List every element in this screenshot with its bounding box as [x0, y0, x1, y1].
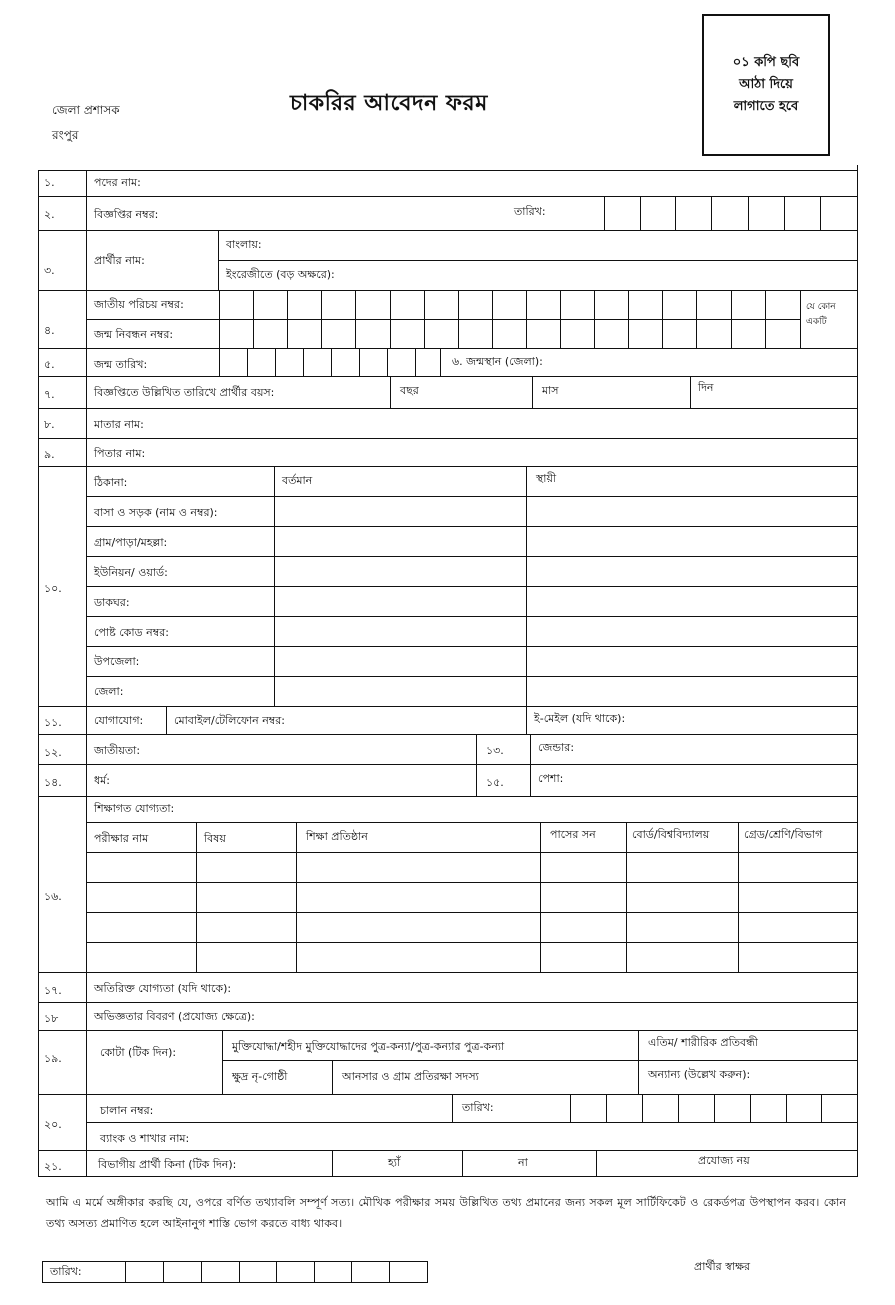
office-title: জেলা প্রশাসক: [52, 103, 120, 117]
experience-label: অভিজ্ঞতার বিবরণ (প্রযোজ্য ক্ষেত্রে):: [94, 1010, 255, 1023]
birth-reg-boxes[interactable]: [220, 321, 798, 347]
row-14-number: ১৪.: [44, 776, 62, 789]
row-3-number: ৩.: [44, 264, 55, 277]
edu-col-exam: পরীক্ষার নাম: [94, 832, 149, 845]
age-year-label: বছর: [400, 384, 419, 397]
applicant-name-label: প্রার্থীর নাম:: [94, 254, 145, 267]
religion-label: ধর্ম:: [94, 774, 110, 787]
challan-number-field[interactable]: [180, 1096, 450, 1120]
row-15-number: ১৫.: [486, 776, 504, 789]
row-18-number: ১৮: [44, 1012, 59, 1025]
present-address-field[interactable]: [276, 498, 524, 704]
address-line-union: ইউনিয়ন/ ওয়ার্ড:: [94, 566, 168, 579]
row-12-number: ১২.: [44, 746, 62, 759]
row-13-number: ১৩.: [486, 744, 504, 757]
edu-col-grade: গ্রেড/শ্রেণি/বিভাগ: [744, 828, 823, 841]
row-10-number: ১০.: [44, 582, 62, 595]
quota-orphan-disabled[interactable]: এতিম/ শারীরিক প্রতিবন্ধী: [648, 1036, 758, 1049]
additional-qualification-label: অতিরিক্ত যোগ্যতা (যদি থাকে):: [94, 982, 232, 995]
age-day-field[interactable]: [720, 378, 856, 406]
name-bangla-field[interactable]: [290, 232, 856, 258]
row-1-number: ১.: [44, 176, 55, 189]
challan-number-label: চালান নম্বর:: [100, 1104, 154, 1117]
declaration-text: আমি এ মর্মে অঙ্গীকার করছি যে, ওপরে বর্ণিত তথ্যাবলি সম্পূর্ণ সত্য। মৌখিক পরীক্ষার সময় উল্লিখিত তথ্য প্রমানের জন্য সকল মূল সার্টিফিকেট ও রেকর্ডপত্র উপস্থাপন করব। কোন তথ্য অসত্য প্রমাণিত হলে আইনানুগ শাস্তি ভোগ করতে বাধ্য থাকব।: [46, 1196, 846, 1230]
address-line-postcode: পোষ্ট কোড নম্বর:: [94, 626, 169, 639]
experience-field[interactable]: [300, 1004, 856, 1028]
row-11-number: ১১.: [44, 716, 62, 729]
quota-ansar-vdp[interactable]: আনসার ও গ্রাম প্রতিরক্ষা সদস্য: [342, 1070, 479, 1083]
name-english-label: ইংরেজীতে (বড় অক্ষরে):: [226, 268, 335, 281]
circular-date-boxes[interactable]: [605, 197, 856, 229]
name-english-field[interactable]: [380, 262, 856, 288]
either-one-note-1: যে কোন: [806, 302, 836, 312]
birth-reg-label: জন্ম নিবন্ধন নম্বর:: [94, 328, 174, 341]
education-table-body[interactable]: [88, 854, 856, 970]
nid-boxes[interactable]: [220, 292, 798, 318]
row-19-number: ১৯.: [44, 1052, 62, 1065]
address-line-house: বাসা ও সড়ক (নাম ও নম্বর):: [94, 506, 218, 519]
departmental-not-applicable[interactable]: প্রযোজ্য নয়: [698, 1154, 750, 1167]
age-year-field[interactable]: [434, 378, 530, 406]
dob-boxes[interactable]: [220, 350, 438, 374]
row-21-number: ২১.: [44, 1160, 62, 1173]
phone-label: মোবাইল/টেলিফোন নম্বর:: [174, 714, 286, 727]
row-2-number: ২.: [44, 208, 55, 221]
row-7-number: ৭.: [44, 388, 55, 401]
departmental-yes[interactable]: হ্যাঁ: [388, 1156, 401, 1169]
permanent-address-header: স্থায়ী: [536, 472, 557, 485]
email-field[interactable]: [640, 708, 856, 732]
birthplace-label: ৬. জন্মস্থান (জেলা):: [452, 355, 543, 368]
education-label: শিক্ষাগত যোগ্যতা:: [94, 802, 175, 815]
mother-name-label: মাতার নাম:: [94, 418, 144, 431]
present-address-header: বর্তমান: [282, 474, 313, 487]
departmental-candidate-label: বিভাগীয় প্রার্থী কিনা (টিক দিন):: [98, 1158, 237, 1171]
row-4-number: ৪.: [44, 324, 55, 337]
address-line-village: গ্রাম/পাড়া/মহল্লা:: [94, 536, 168, 549]
edu-col-subject: বিষয়: [204, 832, 226, 845]
row-20-number: ২০.: [44, 1118, 62, 1131]
post-name-label: পদের নাম:: [94, 176, 141, 189]
quota-other[interactable]: অন্যান্য (উল্লেখ করুন):: [648, 1068, 751, 1081]
age-month-field[interactable]: [570, 378, 688, 406]
age-month-label: মাস: [542, 384, 559, 397]
father-name-label: পিতার নাম:: [94, 447, 146, 460]
departmental-no[interactable]: না: [518, 1156, 528, 1169]
either-one-note-2: একটি: [806, 317, 827, 327]
nationality-label: জাতীয়তা:: [94, 744, 141, 757]
quota-label: কোটা (টিক দিন):: [100, 1046, 177, 1059]
row-17-number: ১৭.: [44, 984, 62, 997]
address-label: ঠিকানা:: [94, 476, 128, 489]
row-16-number: ১৬.: [44, 890, 62, 903]
circular-date-label: তারিখ:: [514, 205, 546, 218]
occupation-label: পেশা:: [538, 772, 564, 785]
phone-field[interactable]: [300, 708, 524, 732]
bank-branch-field[interactable]: [220, 1124, 856, 1148]
row-8-number: ৮.: [44, 418, 55, 431]
dob-label: জন্ম তারিখ:: [94, 358, 148, 371]
occupation-field[interactable]: [574, 766, 856, 794]
permanent-address-field[interactable]: [528, 498, 856, 704]
edu-col-institution: শিক্ষা প্রতিষ্ঠান: [306, 830, 368, 843]
form-title: চাকরির আবেদন ফরম: [290, 91, 488, 116]
photo-line-1: ০১ কপি ছবি: [732, 55, 800, 70]
challan-date-boxes[interactable]: [571, 1095, 856, 1121]
gender-label: জেন্ডার:: [538, 741, 575, 754]
photo-line-3: লাগাতে হবে: [733, 99, 799, 114]
photo-line-2: আঠা দিয়ে: [739, 77, 793, 92]
address-line-upazila: উপজেলা:: [94, 655, 140, 668]
father-name-field[interactable]: [160, 440, 856, 464]
gender-field[interactable]: [584, 736, 856, 762]
email-label: ই-মেইল (যদি থাকে):: [534, 712, 626, 725]
mother-name-field[interactable]: [160, 410, 856, 436]
nid-label: জাতীয় পরিচয় নম্বর:: [94, 298, 184, 311]
circular-number-label: বিজ্ঞপ্তির নম্বর:: [94, 208, 159, 221]
religion-field[interactable]: [130, 766, 474, 794]
birthplace-field[interactable]: [560, 350, 856, 374]
address-line-district: জেলা:: [94, 685, 124, 698]
footer-date-boxes[interactable]: [126, 1262, 426, 1281]
nationality-field[interactable]: [150, 736, 474, 762]
edu-col-board: বোর্ড/বিশ্ববিদ্যালয়: [632, 828, 710, 841]
row-5-number: ৫.: [44, 358, 55, 371]
footer-date-label: তারিখ:: [50, 1265, 82, 1278]
quota-ethnic-minority[interactable]: ক্ষুদ্র নৃ-গোষ্ঠী: [232, 1070, 288, 1083]
circular-number-field[interactable]: [190, 198, 510, 228]
challan-date-label: তারিখ:: [462, 1101, 494, 1114]
edu-col-pass-year: পাসের সন: [550, 828, 596, 841]
age-day-label: দিন: [698, 381, 714, 394]
name-bangla-label: বাংলায়:: [226, 238, 262, 251]
additional-qualification-field[interactable]: [280, 974, 856, 1000]
quota-freedom-fighter[interactable]: মুক্তিযোদ্ধা/শহীদ মুক্তিযোদ্ধাদের পুত্র-কন্যা/পুত্র-কন্যার পুত্র-কন্যা: [232, 1040, 505, 1053]
row-9-number: ৯.: [44, 448, 55, 461]
office-location: রংপুর: [52, 128, 79, 142]
bank-branch-label: ব্যাংক ও শাখার নাম:: [100, 1132, 190, 1145]
age-label: বিজ্ঞপ্তিতে উল্লিখিত তারিখে প্রার্থীর বয়স:: [94, 386, 275, 399]
applicant-signature-label: প্রার্থীর স্বাক্ষর: [694, 1260, 751, 1273]
address-line-post-office: ডাকঘর:: [94, 596, 130, 609]
contact-label: যোগাযোগ:: [94, 714, 144, 727]
post-name-field[interactable]: [170, 172, 856, 194]
